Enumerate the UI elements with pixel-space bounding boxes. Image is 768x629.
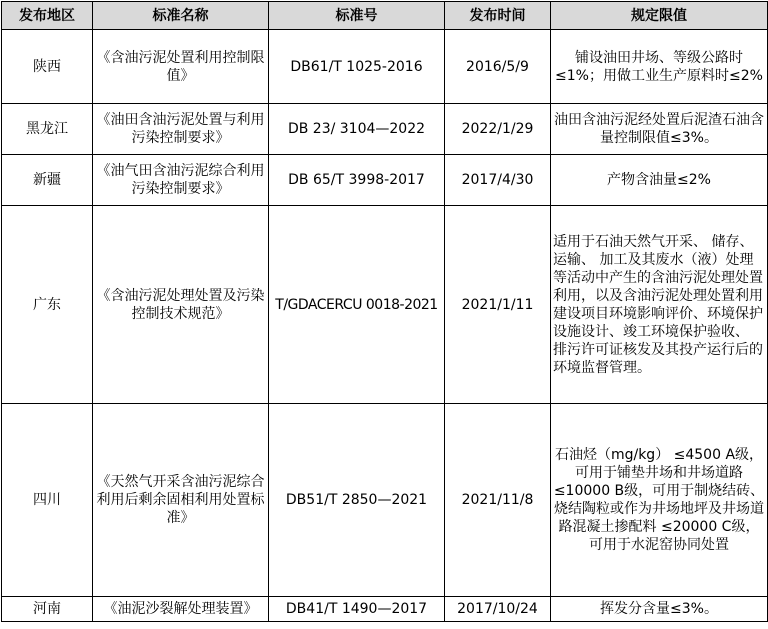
header-region: 发布地区: [2, 2, 93, 30]
cell-limit: 产物含油量≤2%: [551, 155, 768, 206]
cell-name: 《含油污泥处置利用控制限值》: [93, 30, 269, 104]
cell-region: 黑龙江: [2, 104, 93, 155]
cell-date: 2021/11/8: [445, 404, 551, 597]
table-header-row: [2, 2, 768, 30]
cell-limit: 适用于石油天然气开采、 储存、运输、 加工及其废水（液）处理等活动中产生的含油污泥处理处置利用，以及含油污泥处理处置利用建设项目环境影响评价、环境保护设施设计、竣工环境保护验收、 排污许可证核发及其投产运行后的环境监督管理。: [551, 206, 768, 404]
cell-name: 《油泥沙裂解处理装置》: [93, 597, 269, 622]
table-row: [2, 30, 768, 104]
header-name: 标准名称: [93, 2, 269, 30]
cell-code: DB 65/T 3998-2017: [269, 155, 445, 206]
cell-date: 2016/5/9: [445, 30, 551, 104]
cell-region: 河南: [2, 597, 93, 622]
cell-name: 《油田含油污泥处置与利用污染控制要求》: [93, 104, 269, 155]
cell-code: T/GDACERCU 0018-2021: [269, 206, 445, 404]
cell-limit: 铺设油田井场、等级公路时≤1%；用做工业生产原料时≤2%: [551, 30, 768, 104]
cell-region: 广东: [2, 206, 93, 404]
header-date: 发布时间: [445, 2, 551, 30]
cell-date: 2021/1/11: [445, 206, 551, 404]
cell-code: DB 23/ 3104—2022: [269, 104, 445, 155]
standards-table: [1, 1, 768, 622]
cell-date: 2017/4/30: [445, 155, 551, 206]
cell-limit: 挥发分含量≤3%。: [551, 597, 768, 622]
table-row: [2, 597, 768, 622]
cell-region: 四川: [2, 404, 93, 597]
cell-code: DB41/T 1490—2017: [269, 597, 445, 622]
cell-name: 《含油污泥处理处置及污染控制技术规范》: [93, 206, 269, 404]
cell-region: 陕西: [2, 30, 93, 104]
table-row: [2, 104, 768, 155]
table-row: [2, 404, 768, 597]
header-code: 标准号: [269, 2, 445, 30]
cell-limit: 石油烃（mg/kg） ≤4500 A级，可用于铺垫井场和井场道路 ≤10000 B级，可用于制烧结砖、烧结陶粒或作为井场地坪及井场道路混凝土掺配料 ≤20000 C级，可用于水泥窑协同处置: [551, 404, 768, 597]
cell-code: DB51/T 2850—2021: [269, 404, 445, 597]
cell-name: 《油气田含油污泥综合利用污染控制要求》: [93, 155, 269, 206]
header-limit: 规定限值: [551, 2, 768, 30]
cell-date: 2022/1/29: [445, 104, 551, 155]
cell-date: 2017/10/24: [445, 597, 551, 622]
table-row: [2, 155, 768, 206]
cell-limit: 油田含油污泥经处置后泥渣石油含量控制限值≤3%。: [551, 104, 768, 155]
cell-region: 新疆: [2, 155, 93, 206]
table-row: [2, 206, 768, 404]
cell-code: DB61/T 1025-2016: [269, 30, 445, 104]
cell-name: 《天然气开采含油污泥综合利用后剩余固相利用处置标准》: [93, 404, 269, 597]
